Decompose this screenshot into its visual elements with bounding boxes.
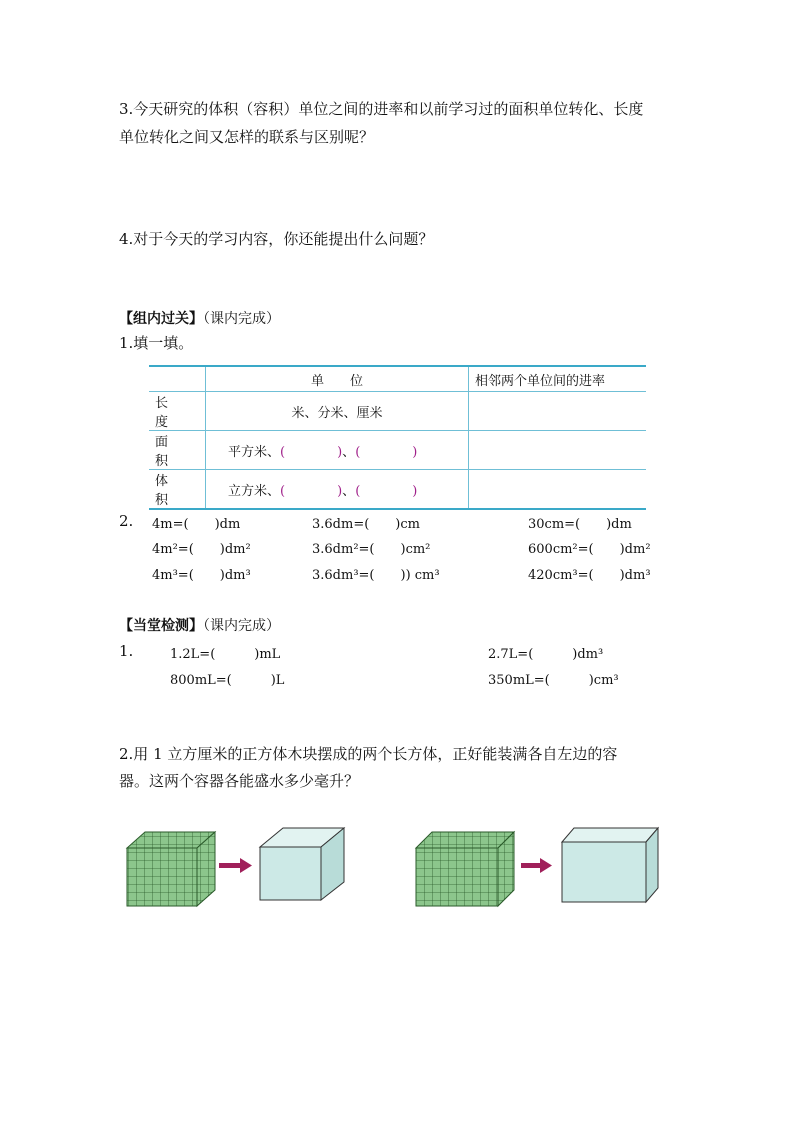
rate-cell-volume[interactable] — [469, 470, 647, 510]
check-item-1-number: 1. — [119, 642, 134, 660]
conversion-item[interactable]: 420cm³=( )dm³ — [528, 568, 651, 583]
section-group-note: （课内完成） — [203, 311, 280, 327]
units-text: 平方米、 — [228, 444, 281, 460]
conversion-item[interactable]: 2.7L=( )dm³ — [488, 647, 604, 662]
conversion-item[interactable]: 3.6dm²=( )cm² — [312, 542, 431, 557]
row-label-volume: 体积 — [149, 470, 206, 510]
row-label-length: 长度 — [149, 392, 206, 431]
units-table — [149, 365, 646, 510]
cubes-containers-figure — [0, 820, 794, 920]
cube-block-right — [416, 832, 514, 906]
separator: 、 — [342, 483, 356, 499]
table-header-row — [149, 366, 646, 392]
row-units-volume — [206, 470, 469, 510]
conversion-item[interactable]: 800mL=( )L — [170, 673, 285, 688]
rate-cell-length[interactable] — [469, 392, 647, 431]
question-3-line1: 3.今天研究的体积（容积）单位之间的进率和以前学习过的面积单位转化、长度 — [119, 100, 644, 118]
blank-field[interactable]: ( ) — [355, 444, 418, 460]
table-header-cell — [149, 366, 206, 392]
table-header-rate: 相邻两个单位间的进率 — [469, 366, 647, 392]
blank-field[interactable]: ( ) — [355, 483, 418, 499]
check-item-2-line1: 2.用 1 立方厘米的正方体木块摆成的两个长方体，正好能装满各自左边的容 — [119, 745, 618, 763]
table-header-unit: 单 位 — [206, 366, 469, 392]
row-units-area — [206, 431, 469, 470]
arrow-icon — [521, 858, 552, 873]
separator: 、 — [342, 444, 356, 460]
arrow-icon — [219, 858, 252, 873]
conversion-item[interactable]: 30cm=( )dm — [528, 517, 632, 532]
blank-field[interactable]: ( ) — [280, 483, 343, 499]
container-right — [562, 828, 658, 902]
table-row — [149, 392, 646, 431]
cube-block-left — [127, 832, 215, 906]
conversion-item[interactable]: 600cm²=( )dm² — [528, 542, 651, 557]
row-label-area: 面积 — [149, 431, 206, 470]
conversion-item[interactable]: 350mL=( )cm³ — [488, 673, 619, 688]
check-item-2-line2: 器。这两个容器各能盛水多少毫升？ — [119, 772, 360, 790]
table-row — [149, 470, 646, 510]
row-units-length: 米、分米、厘米 — [206, 392, 469, 431]
section-check-heading — [119, 615, 280, 635]
units-text: 立方米、 — [228, 483, 281, 499]
blank-field[interactable]: ( ) — [280, 444, 343, 460]
question-4: 4.对于今天的学习内容，你还能提出什么问题？ — [119, 230, 434, 248]
rate-cell-area[interactable] — [469, 431, 647, 470]
section-check-note: （课内完成） — [203, 618, 280, 634]
section-group-title: 【组内过关】 — [119, 311, 203, 327]
question-3-line2: 单位转化之间又怎样的联系与区别呢？ — [119, 128, 375, 146]
item-2-number: 2. — [119, 512, 134, 530]
table-row — [149, 431, 646, 470]
conversion-item[interactable]: 4m²=( )dm² — [152, 542, 251, 557]
conversion-item[interactable]: 4m=( )dm — [152, 517, 241, 532]
conversion-item[interactable]: 1.2L=( )mL — [170, 647, 281, 662]
section-check-title: 【当堂检测】 — [119, 618, 203, 634]
container-left — [260, 828, 344, 900]
item-fill-in: 1.填一填。 — [119, 334, 194, 352]
conversion-item[interactable]: 3.6dm=( )cm — [312, 517, 420, 532]
section-group-heading — [119, 308, 280, 328]
conversion-item[interactable]: 4m³=( )dm³ — [152, 568, 251, 583]
conversion-item[interactable]: 3.6dm³=( )) cm³ — [312, 568, 440, 583]
